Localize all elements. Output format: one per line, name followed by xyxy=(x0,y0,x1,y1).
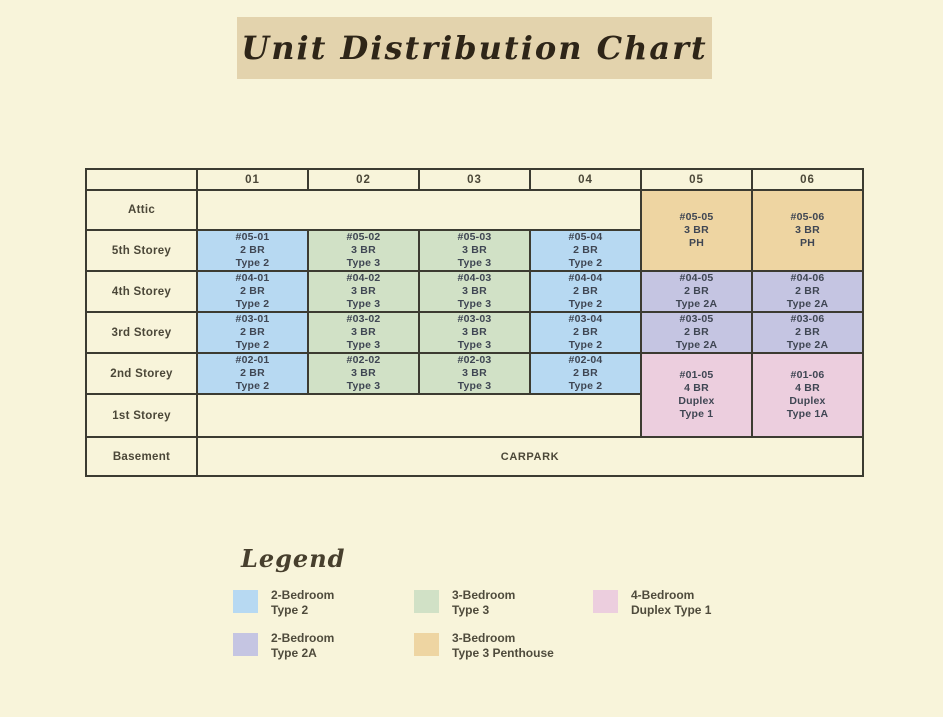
row-header-basement: Basement xyxy=(86,437,197,476)
unit-cell-05-05: #05-05 3 BR PH xyxy=(641,190,752,271)
row-header-4th-storey: 4th Storey xyxy=(86,271,197,312)
row-header-1st-storey: 1st Storey xyxy=(86,394,197,437)
title-banner xyxy=(237,17,712,79)
unit-cell-02-01: #02-01 2 BR Type 2 xyxy=(197,353,308,394)
legend-item-2br-type2a xyxy=(233,633,334,661)
unit-cell-05-02: #05-02 3 BR Type 3 xyxy=(308,230,419,271)
unit-cell-03-03: #03-03 3 BR Type 3 xyxy=(419,312,530,353)
unit-cell-03-02: #03-02 3 BR Type 3 xyxy=(308,312,419,353)
unit-cell-05-04: #05-04 2 BR Type 2 xyxy=(530,230,641,271)
legend-item-3br-type3-penthouse xyxy=(414,633,554,661)
legend-swatch-4br-duplex-type1 xyxy=(593,590,618,613)
legend-swatch-2br-type2a xyxy=(233,633,258,656)
attic-empty-cell xyxy=(197,190,641,230)
column-header-04: 04 xyxy=(530,169,641,190)
legend-swatch-3br-type3 xyxy=(414,590,439,613)
column-header-06: 06 xyxy=(752,169,863,190)
unit-cell-04-05: #04-05 2 BR Type 2A xyxy=(641,271,752,312)
unit-cell-05-01: #05-01 2 BR Type 2 xyxy=(197,230,308,271)
row-header-5th-storey: 5th Storey xyxy=(86,230,197,271)
legend-swatch-2br-type2 xyxy=(233,590,258,613)
row-header-3rd-storey: 3rd Storey xyxy=(86,312,197,353)
legend-label-2br-type2: 2-Bedroom Type 2 xyxy=(271,588,335,617)
unit-cell-03-01: #03-01 2 BR Type 2 xyxy=(197,312,308,353)
unit-cell-03-04: #03-04 2 BR Type 2 xyxy=(530,312,641,353)
unit-distribution-table xyxy=(85,168,864,477)
unit-cell-04-06: #04-06 2 BR Type 2A xyxy=(752,271,863,312)
unit-cell-02-04: #02-04 2 BR Type 2 xyxy=(530,353,641,394)
unit-cell-02-02: #02-02 3 BR Type 3 xyxy=(308,353,419,394)
unit-cell-05-06: #05-06 3 BR PH xyxy=(752,190,863,271)
unit-cell-03-05: #03-05 2 BR Type 2A xyxy=(641,312,752,353)
legend-label-3br-type3: 3-Bedroom Type 3 xyxy=(452,588,516,617)
unit-cell-01-05: #01-05 4 BR Duplex Type 1 xyxy=(641,353,752,437)
unit-cell-04-02: #04-02 3 BR Type 3 xyxy=(308,271,419,312)
first-storey-empty-cell xyxy=(197,394,641,437)
legend-title: Legend xyxy=(241,544,346,573)
legend xyxy=(233,544,753,674)
column-header-05: 05 xyxy=(641,169,752,190)
corner-cell xyxy=(86,169,197,190)
unit-cell-01-06: #01-06 4 BR Duplex Type 1A xyxy=(752,353,863,437)
legend-swatch-3br-type3-penthouse xyxy=(414,633,439,656)
row-header-attic: Attic xyxy=(86,190,197,230)
page-title: Unit Distribution Chart xyxy=(241,29,708,67)
legend-label-4br-duplex-type1: 4-Bedroom Duplex Type 1 xyxy=(631,588,712,617)
unit-cell-04-03: #04-03 3 BR Type 3 xyxy=(419,271,530,312)
unit-cell-04-01: #04-01 2 BR Type 2 xyxy=(197,271,308,312)
legend-item-2br-type2 xyxy=(233,590,334,618)
legend-item-4br-duplex-type1 xyxy=(593,590,711,618)
unit-cell-03-06: #03-06 2 BR Type 2A xyxy=(752,312,863,353)
column-header-01: 01 xyxy=(197,169,308,190)
unit-cell-05-03: #05-03 3 BR Type 3 xyxy=(419,230,530,271)
legend-label-2br-type2a: 2-Bedroom Type 2A xyxy=(271,631,335,660)
unit-cell-04-04: #04-04 2 BR Type 2 xyxy=(530,271,641,312)
column-header-03: 03 xyxy=(419,169,530,190)
carpark-cell: CARPARK xyxy=(197,437,863,476)
legend-label-3br-type3-penthouse: 3-Bedroom Type 3 Penthouse xyxy=(452,631,554,660)
legend-item-3br-type3 xyxy=(414,590,515,618)
unit-cell-02-03: #02-03 3 BR Type 3 xyxy=(419,353,530,394)
row-header-2nd-storey: 2nd Storey xyxy=(86,353,197,394)
column-header-02: 02 xyxy=(308,169,419,190)
